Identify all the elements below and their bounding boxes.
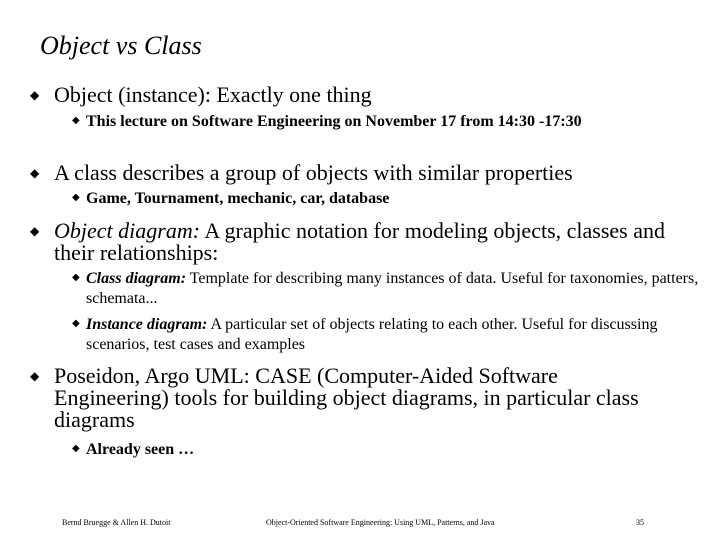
subbullet-text: This lecture on Software Engineering on November 17 from 14:30 -17:30 xyxy=(86,113,582,130)
diamond-bullet-icon: ◆ xyxy=(72,318,80,329)
subbullet-text xyxy=(86,315,702,355)
subbullet-class-diagram xyxy=(72,269,702,309)
bullet-class xyxy=(30,162,710,184)
subbullet-text: Game, Tournament, mechanic, car, database xyxy=(86,190,390,207)
diamond-bullet-icon: ◆ xyxy=(72,192,80,203)
bullet-text: A class describes a group of objects with similar properties xyxy=(54,160,573,185)
footer-page-number: 35 xyxy=(636,518,644,527)
term-class-diagram: Class diagram: xyxy=(86,270,187,287)
subbullet-already-seen xyxy=(72,440,702,460)
bullet-body: A graphic notation for modeling objects, classes and their relationships: xyxy=(54,218,665,265)
footer-authors: Bernd Bruegge & Allen H. Dutoit xyxy=(62,518,171,527)
term-instance-diagram: Instance diagram: xyxy=(86,316,208,333)
bullet-text: Poseidon, Argo UML: CASE (Computer-Aided Software Engineering) tools for building object diagrams, in particular class diagrams xyxy=(54,363,639,432)
subbullet-body: Template for describing many instances of data. Useful for taxonomies, patters, schemata... xyxy=(86,270,699,307)
subbullet-examples xyxy=(72,189,702,209)
diamond-bullet-icon: ◆ xyxy=(30,369,40,383)
subbullet-text: Already seen … xyxy=(86,441,195,458)
bullet-text xyxy=(54,220,710,264)
subbullet-text xyxy=(86,269,702,309)
bullet-object xyxy=(30,84,710,106)
diamond-bullet-icon: ◆ xyxy=(72,115,80,126)
subbullet-lecture xyxy=(72,112,702,132)
term-object-diagram: Object diagram: xyxy=(54,218,201,243)
bullet-text: Object (instance): Exactly one thing xyxy=(54,82,372,107)
subbullet-instance-diagram xyxy=(72,315,702,355)
bullet-case-tools xyxy=(30,365,650,431)
diamond-bullet-icon: ◆ xyxy=(30,88,40,102)
diamond-bullet-icon: ◆ xyxy=(30,224,40,238)
bullet-object-diagram xyxy=(30,220,710,264)
diamond-bullet-icon: ◆ xyxy=(30,166,40,180)
footer-book-title: Object-Oriented Software Engineering: Using UML, Patterns, and Java xyxy=(266,518,495,527)
diamond-bullet-icon: ◆ xyxy=(72,443,80,454)
diamond-bullet-icon: ◆ xyxy=(72,272,80,283)
subbullet-body: A particular set of objects relating to each other. Useful for discussing scenarios, test cases and examples xyxy=(86,316,658,353)
slide-title: Object vs Class xyxy=(40,31,202,60)
